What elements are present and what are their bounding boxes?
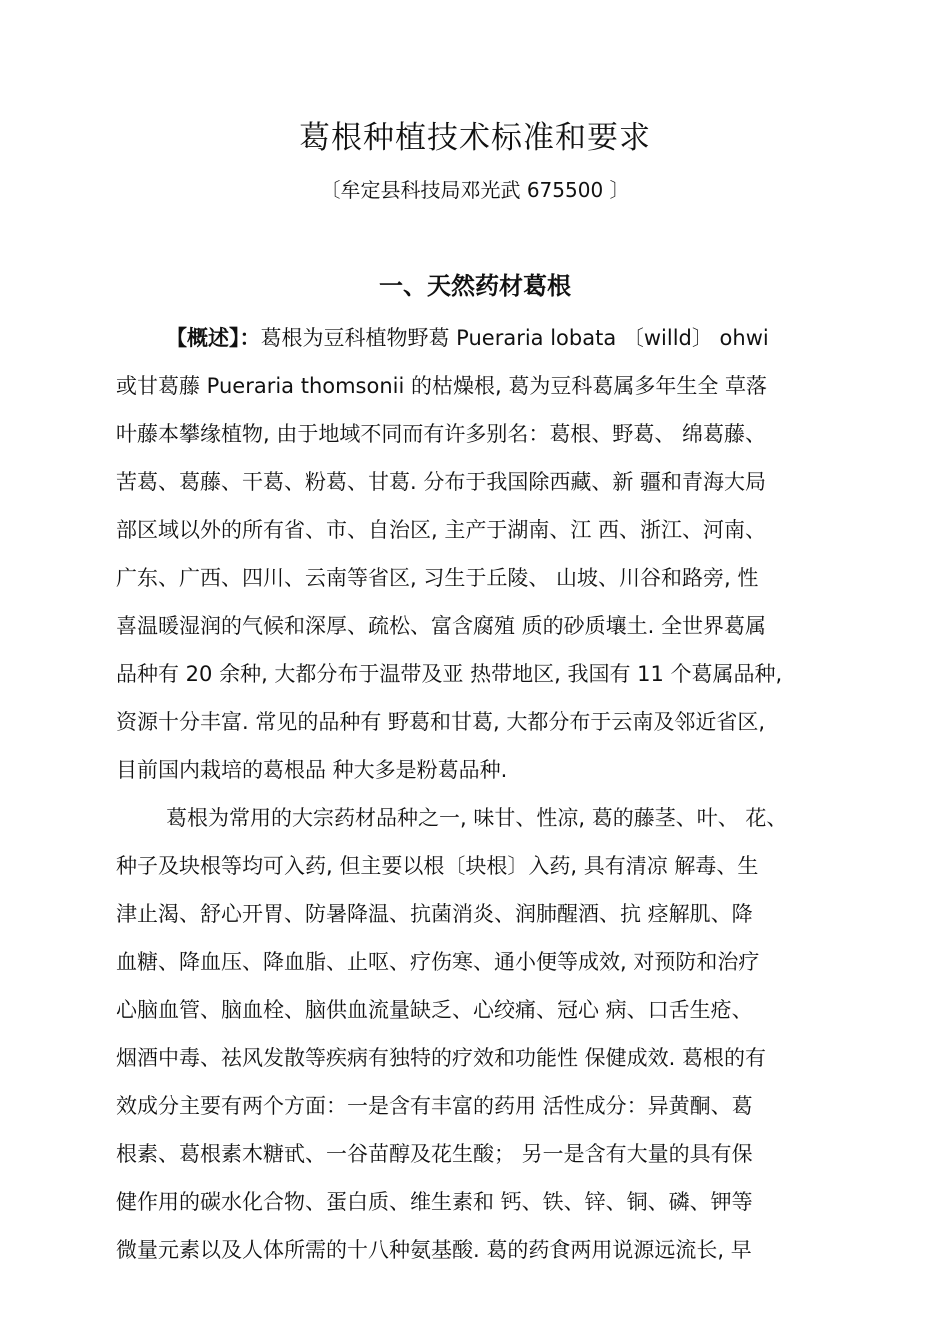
text-line: 种子及块根等均可入药, 但主要以根〔块根〕入药, 具有清凉 解毒、生 bbox=[116, 854, 759, 878]
document-title: 葛根种植技术标准和要求 bbox=[299, 120, 651, 156]
text-line: 广东、广西、四川、云南等省区, 习生于丘陵、 山坡、川谷和路旁, 性 bbox=[116, 566, 759, 590]
text-line: 心脑血管、脑血栓、脑供血流量缺乏、心绞痛、冠心 病、口舌生疮、 bbox=[116, 998, 753, 1022]
text-line: 喜温暖湿润的气候和深厚、疏松、富含腐殖 质的砂质壤土. 全世界葛属 bbox=[116, 614, 767, 638]
text-line: 资源十分丰富. 常见的品种有 野葛和甘葛, 大都分布于云南及邻近省区, bbox=[116, 710, 766, 734]
text-line: 目前国内栽培的葛根品 种大多是粉葛品种. bbox=[116, 758, 508, 782]
document-subtitle: 〔牟定县科技局邓光武 675500 〕 bbox=[320, 178, 630, 202]
text-line: 或甘葛藤 Pueraria thomsonii 的枯燥根, 葛为豆科葛属多年生全 草落 bbox=[116, 374, 768, 398]
section-heading: 一、天然药材葛根 bbox=[379, 272, 571, 300]
text-line: 根素、葛根素木糖甙、一谷苗醇及花生酸； 另一是含有大量的具有保 bbox=[116, 1142, 753, 1166]
text-line: 微量元素以及人体所需的十八种氨基酸. 葛的药食两用说源远流长, 早 bbox=[116, 1238, 752, 1262]
text-line: 品种有 20 余种, 大都分布于温带及亚 热带地区, 我国有 11 个葛属品种, bbox=[116, 662, 783, 686]
text-line: 部区域以外的所有省、市、自治区, 主产于湖南、江 西、浙江、河南、 bbox=[116, 518, 767, 542]
text-line: 叶藤本攀缘植物, 由于地域不同而有许多别名：葛根、野葛、 绵葛藤、 bbox=[116, 422, 767, 446]
text-line: 效成分主要有两个方面：一是含有丰富的药用 活性成分：异黄酮、葛 bbox=[116, 1094, 753, 1118]
text-line: 健作用的碳水化合物、蛋白质、维生素和 钙、铁、锌、铜、磷、钾等 bbox=[116, 1190, 753, 1214]
text-line: 【概述】：葛根为豆科植物野葛 Pueraria lobata 〔willd〕 ohwi bbox=[166, 326, 769, 350]
text-line: 苦葛、葛藤、干葛、粉葛、甘葛. 分布于我国除西藏、新 疆和青海大局 bbox=[116, 470, 767, 494]
text-line: 烟酒中毒、祛风发散等疾病有独特的疗效和功能性 保健成效. 葛根的有 bbox=[116, 1046, 767, 1070]
overview-label: 【概述】： bbox=[166, 326, 261, 350]
text-line: 津止渴、舒心开胃、防暑降温、抗菌消炎、润肺醒酒、抗 痉解肌、降 bbox=[116, 902, 753, 926]
text-line: 血糖、降血压、降血脂、止呕、疗伤寒、通小便等成效, 对预防和治疗 bbox=[116, 950, 760, 974]
text-line: 葛根为常用的大宗药材品种之一, 味甘、性凉, 葛的藤茎、叶、 花、 bbox=[166, 806, 788, 830]
